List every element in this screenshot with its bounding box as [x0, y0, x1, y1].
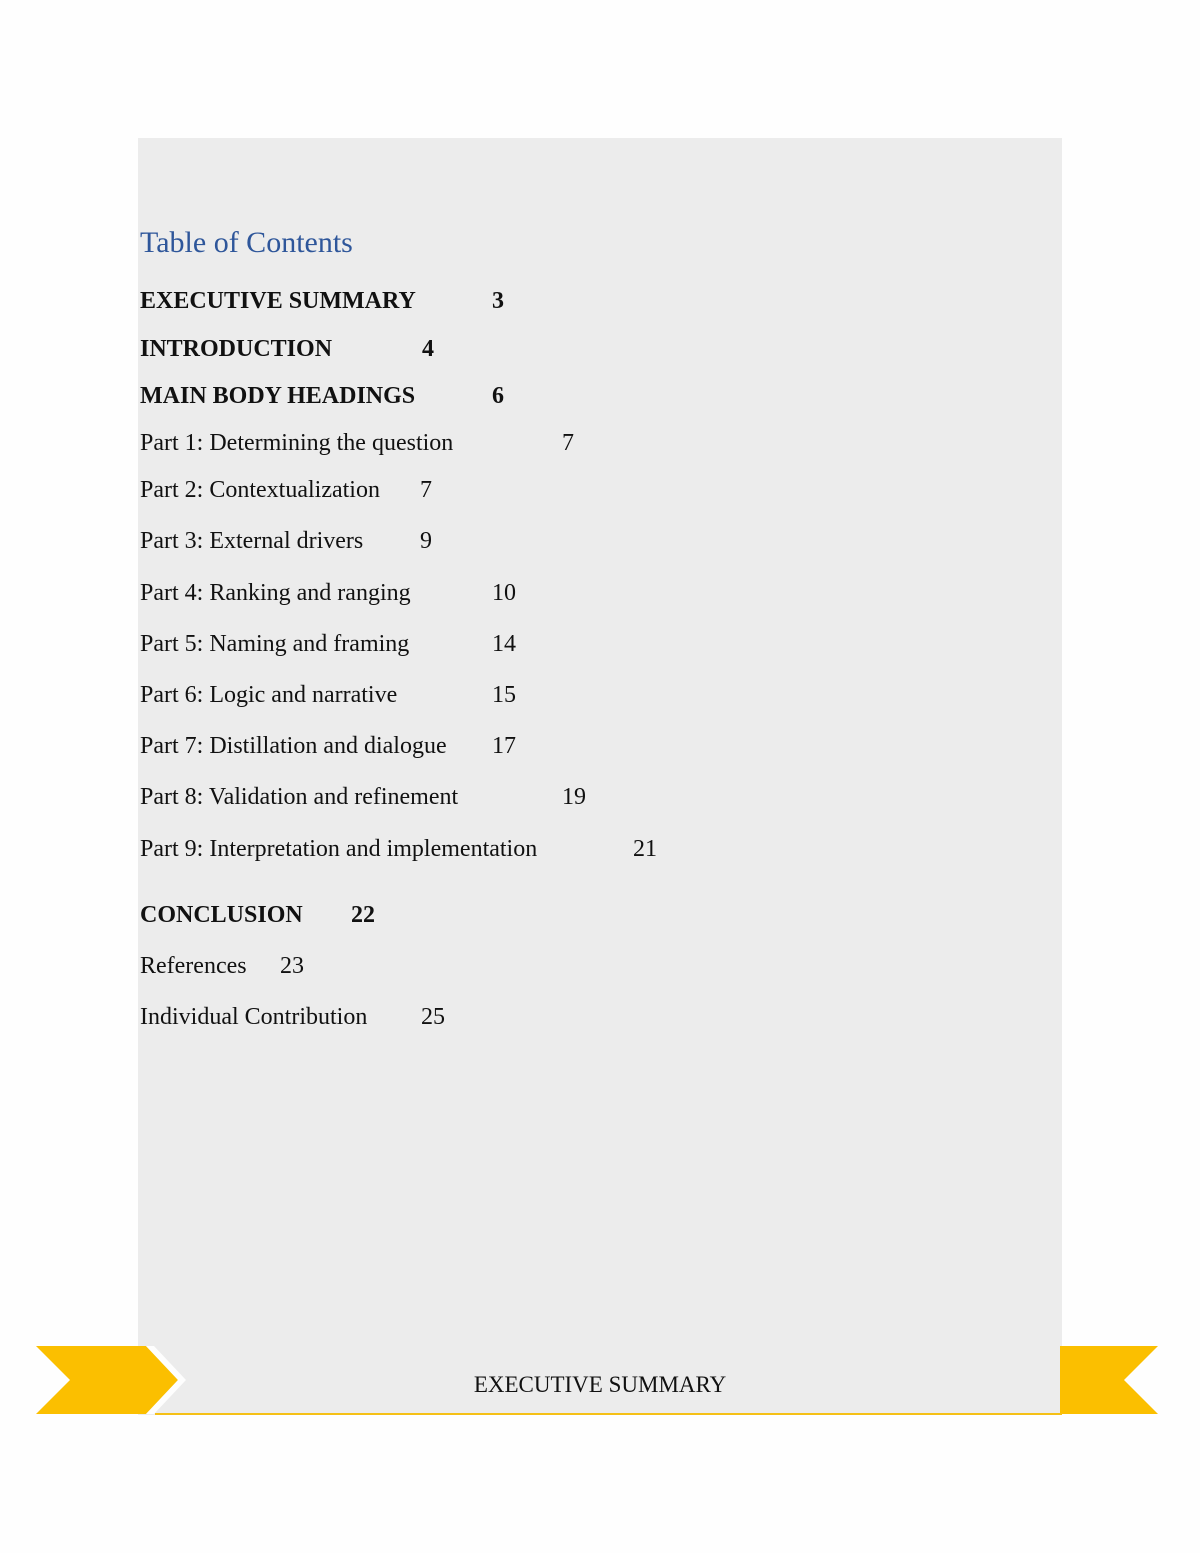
- toc-entry-label: Part 2: Contextualization: [140, 477, 380, 503]
- toc-entry-label: References: [140, 953, 247, 979]
- toc-entry-page: 3: [492, 288, 504, 314]
- page-panel: [138, 138, 1062, 1415]
- toc-entry-label: CONCLUSION: [140, 902, 303, 928]
- toc-entry-label: INTRODUCTION: [140, 336, 333, 362]
- toc-entry-page: 15: [492, 682, 516, 708]
- toc-entry-page: 21: [633, 836, 657, 862]
- toc-entry-page: 17: [492, 733, 516, 759]
- toc-entry-page: 25: [421, 1004, 445, 1030]
- toc-entry-label: Part 7: Distillation and dialogue: [140, 733, 447, 759]
- toc-entry-label: Individual Contribution: [140, 1004, 368, 1030]
- toc-entry-page: 14: [492, 631, 516, 657]
- toc-entry-page: 19: [562, 784, 586, 810]
- toc-entry-page: 4: [422, 336, 434, 362]
- toc-title: Table of Contents: [140, 226, 353, 259]
- toc-entry-page: 9: [420, 528, 432, 554]
- toc-entry-page: 22: [351, 902, 375, 928]
- toc-entry-label: EXECUTIVE SUMMARY: [140, 288, 416, 314]
- toc-entry-label: Part 6: Logic and narrative: [140, 682, 398, 708]
- footer-rule: [155, 1413, 1062, 1415]
- toc-entry-label: Part 4: Ranking and ranging: [140, 580, 411, 606]
- toc-entry-page: 23: [280, 953, 304, 979]
- toc-entry-page: 10: [492, 580, 516, 606]
- toc-entry-page: 7: [420, 477, 432, 503]
- toc-entry-page: 7: [562, 430, 574, 456]
- footer-text: EXECUTIVE SUMMARY: [473, 1372, 727, 1397]
- toc-entry-label: Part 1: Determining the question: [140, 430, 454, 456]
- toc-entry-label: MAIN BODY HEADINGS: [140, 383, 416, 409]
- toc-entry-label: Part 8: Validation and refinement: [140, 784, 459, 810]
- toc-entry-label: Part 5: Naming and framing: [140, 631, 410, 657]
- toc-entry-label: Part 3: External drivers: [140, 528, 364, 554]
- toc-entry-page: 6: [492, 383, 504, 409]
- toc-entry-label: Part 9: Interpretation and implementation: [140, 836, 538, 862]
